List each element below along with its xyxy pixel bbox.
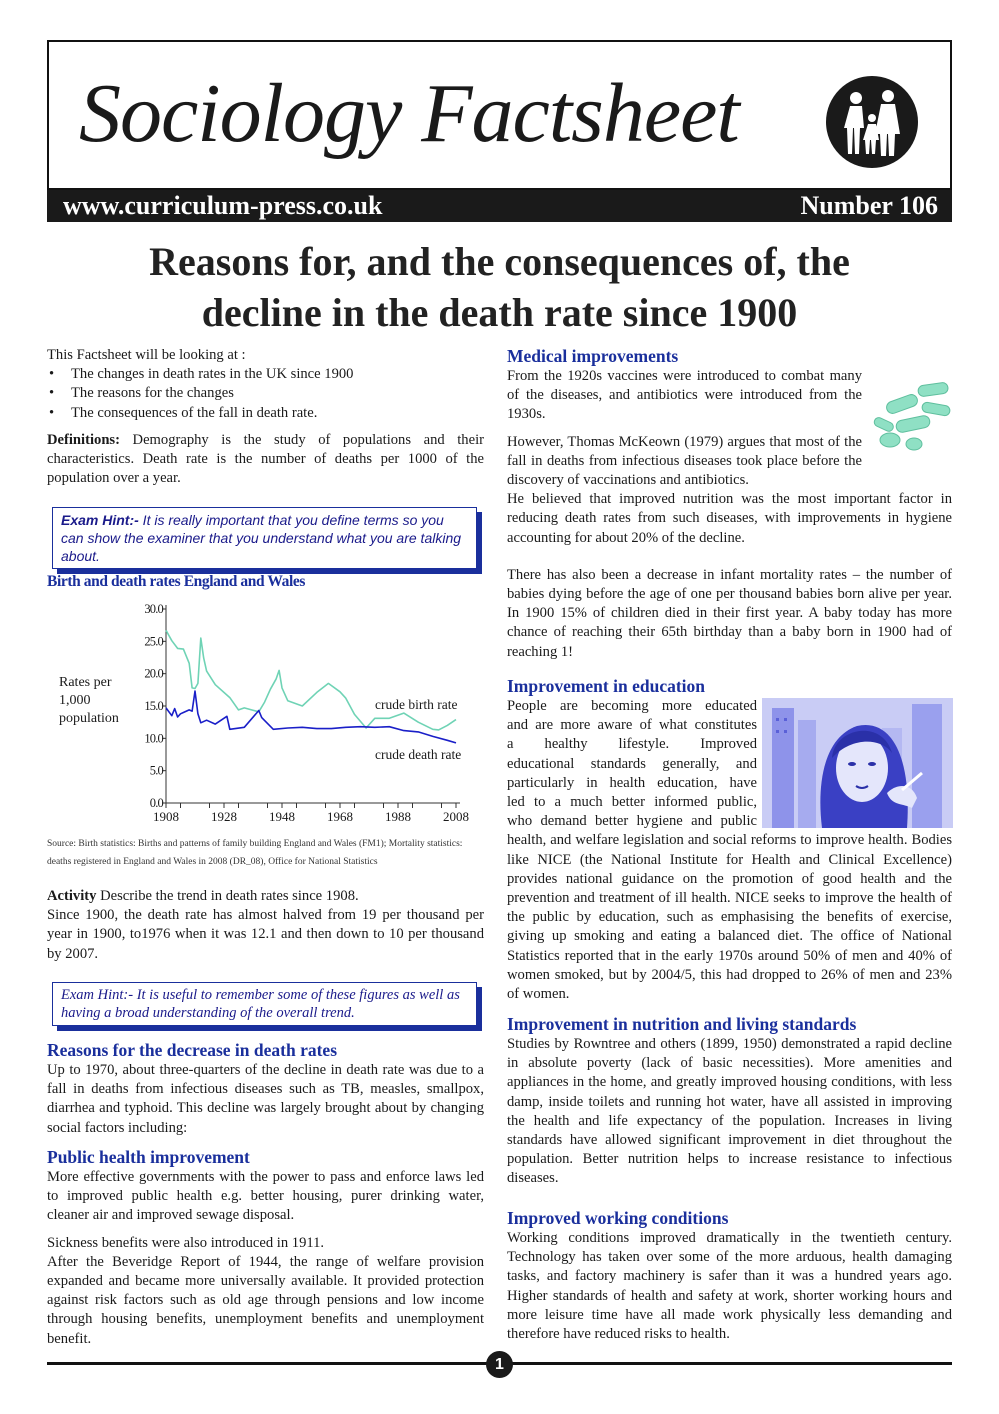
y-tick-label: 15.0	[144, 699, 163, 713]
chart-title: Birth and death rates England and Wales	[47, 573, 306, 590]
page-number: 1	[486, 1351, 513, 1378]
y-tick-label: 5.0	[149, 763, 163, 778]
public-health-paragraph-3: After the Beveridge Report of 1944, the range of welfare provision expanded and became more universally available. It provided protection against risk factors such as old age through pensions and low income through housing benefits, unemployment benefits and unemployment benefit.	[47, 1253, 484, 1347]
text-line: particularly in health education, have	[507, 774, 757, 791]
reasons-section	[47, 1040, 484, 1138]
x-tick-label: 1948	[269, 809, 295, 824]
title-line-2: decline in the death rate since 1900	[201, 290, 798, 335]
website-url: www.curriculum-press.co.uk	[63, 191, 383, 220]
y-tick-label: 20.0	[144, 666, 163, 681]
exam-hint-text: It is really important that you define terms so you can show the examiner that you understand what you are talking about.	[61, 512, 462, 564]
x-tick-label: 2008	[443, 809, 469, 824]
education-heading: Improvement in education	[507, 676, 706, 696]
title-line-1: Reasons for, and the consequences of, the	[149, 239, 850, 284]
activity-label: Activity	[47, 888, 97, 904]
reasons-heading: Reasons for the decrease in death rates	[47, 1040, 338, 1060]
y-axis-label-line-2: 1,000	[59, 693, 91, 708]
definitions-label: Definitions:	[47, 431, 120, 448]
url-bar	[47, 190, 952, 222]
exam-hint-box-1	[52, 507, 477, 569]
activity-question: Describe the trend in death rates since 1908.	[96, 888, 359, 904]
working-heading: Improved working conditions	[507, 1208, 729, 1228]
y-tick-label: 0.0	[149, 796, 163, 810]
definitions-paragraph	[47, 431, 484, 489]
text-line: People are becoming more educated	[507, 698, 757, 714]
y-tick-label: 25.0	[144, 634, 163, 649]
intro-section	[47, 346, 484, 488]
page-title	[47, 236, 952, 338]
reasons-text: Up to 1970, about three-quarters of the decline in death rate was due to a fall in deaths from infectious diseases such as TB, measles, smallpox, diarrhea and typhoid. This decline was largely brought about by changing social factors including:	[47, 1062, 484, 1136]
x-tick-label: 1908	[153, 809, 179, 824]
medical-paragraph-2a: However, Thomas McKeown (1979) argues that most of the fall in deaths from infectious diseases took place before the discovery of vaccinations and antibiotics.	[507, 433, 862, 489]
exam-hint-text: It is useful to remember some of these figures as well as having a broad understanding of the overall trend.	[61, 987, 460, 1021]
text-line: led to a much better informed public,	[507, 794, 757, 811]
nutrition-heading: Improvement in nutrition and living standards	[507, 1014, 857, 1034]
activity-section	[47, 887, 484, 964]
public-health-paragraph-2: Sickness benefits were also introduced in 1911.	[47, 1234, 325, 1251]
public-health-section	[47, 1147, 484, 1349]
text-line: a healthy lifestyle. Improved	[507, 736, 757, 753]
family-logo-icon	[826, 76, 918, 168]
list-item: • The changes in death rates in the UK since 1900	[47, 365, 484, 384]
woman-smoking-photo	[762, 698, 953, 828]
activity-answer: Since 1900, the death rate has almost halved from 19 per thousand per year in 1900, to1976 when it was 12.1 and then down to 10 per thousand by 2007.	[47, 907, 484, 962]
definitions-text: Demography is the study of populations and their characteristics. Death rate is the number of deaths per 1000 of the population over a year.	[47, 431, 484, 487]
x-tick-label: 1968	[327, 809, 353, 824]
medical-paragraph-2b: He believed that improved nutrition was the most important factor in reducing death rates from such diseases, with improvements in hygiene accounting for about 20% of the decline.	[507, 491, 952, 546]
publication-title: Sociology Factsheet	[79, 67, 739, 160]
public-health-paragraph-1: More effective governments with the power to pass and enforce laws led to improved public health e.g. better housing, purer drinking water, cleaner air and improved sewage disposal.	[47, 1169, 484, 1224]
exam-hint-box-2	[52, 982, 477, 1026]
birth-death-rate-chart	[47, 596, 487, 828]
text-line: and are more aware of what constitutes	[507, 717, 757, 734]
public-health-heading: Public health improvement	[47, 1147, 250, 1167]
intro-lead: This Factsheet will be looking at :	[47, 347, 246, 363]
series-label: crude birth rate	[375, 697, 458, 712]
intro-bullet-list	[47, 365, 484, 423]
y-axis-label-line-3: population	[59, 711, 119, 726]
chart-source-note: Source: Birth statistics: Births and patterns of family building England and Wales (FM1); Mortality statistics: deaths registered in England and Wales in 2008 (DR_08), Office for National Statistics	[47, 839, 463, 867]
y-tick-label: 10.0	[144, 731, 163, 746]
series-line-birth-rate	[166, 630, 456, 730]
medical-paragraph-1: From the 1920s vaccines were introduced to combat many of the diseases, and antibiotics were introduced from the 1930s.	[507, 368, 862, 423]
masthead	[47, 40, 952, 190]
nutrition-paragraph: Studies by Rowntree and others (1899, 1950) demonstrated a rapid decline in absolute poverty (lack of basic necessities). More amenities and appliances in the home, and greatly improved housing conditions, with less damp, inside toilets and running hot water, have all assisted in improving the health and life expectancy of the population. Increases in living standards have allowed significant improvement in diet throughout the population. Better nutrition helps to increase resistance to infectious diseases.	[507, 1036, 952, 1187]
text-line: who demand better hygiene and public	[507, 813, 757, 830]
issue-number: Number 106	[800, 191, 938, 220]
exam-hint-label: Exam Hint:-	[61, 512, 139, 528]
x-tick-label: 1988	[385, 809, 411, 824]
y-axis-label-line-1: Rates per	[59, 675, 112, 690]
pills-image	[866, 380, 956, 460]
exam-hint-label: Exam Hint:-	[61, 987, 134, 1003]
nutrition-section	[507, 1014, 952, 1189]
education-wrap-text	[507, 697, 757, 831]
series-label: crude death rate	[375, 747, 462, 762]
y-tick-label: 30.0	[144, 602, 163, 616]
working-section	[507, 1208, 952, 1344]
education-paragraph: health, and welfare legislation and social reforms to improve health. Bodies like NICE (the National Institute for Health and Clinical Excellence) provides national guidance on the promotion of good health and the prevention and treatment of ill health. NICE seeks to improve the health of the public by education, such as emphasising the benefits of exercise, giving up smoking and eating a balanced diet. The office of National Statistics reported that in the early 1970s around 50% of men and 40% of women smoked, but by 2004/5, this had dropped to 26% of men and 23% of women.	[507, 832, 952, 1003]
x-tick-label: 1928	[211, 809, 237, 824]
infant-mortality-paragraph: There has also been a decrease in infant mortality rates – the number of babies dying before the age of one per thousand babies born alive per year. In 1900 15% of children died in their first year. A baby today has more chance of reaching their 65th birthday than a baby born in 1900 had of reaching 1!	[507, 566, 952, 660]
list-item: • The consequences of the fall in death rate.	[47, 404, 484, 423]
working-paragraph: Working conditions improved dramatically in the twentieth century. Technology has taken over some of the more arduous, health damaging tasks, and factory machinery is safer than it was a hundred years ago. Higher standards of health and safety at work, shorter working hours and more leisure time have all made work physically less demanding and therefore have reduced risks to health.	[507, 1230, 952, 1343]
list-item: • The reasons for the changes	[47, 384, 484, 403]
text-line: educational standards generally, and	[507, 755, 757, 772]
medical-heading: Medical improvements	[507, 346, 679, 366]
